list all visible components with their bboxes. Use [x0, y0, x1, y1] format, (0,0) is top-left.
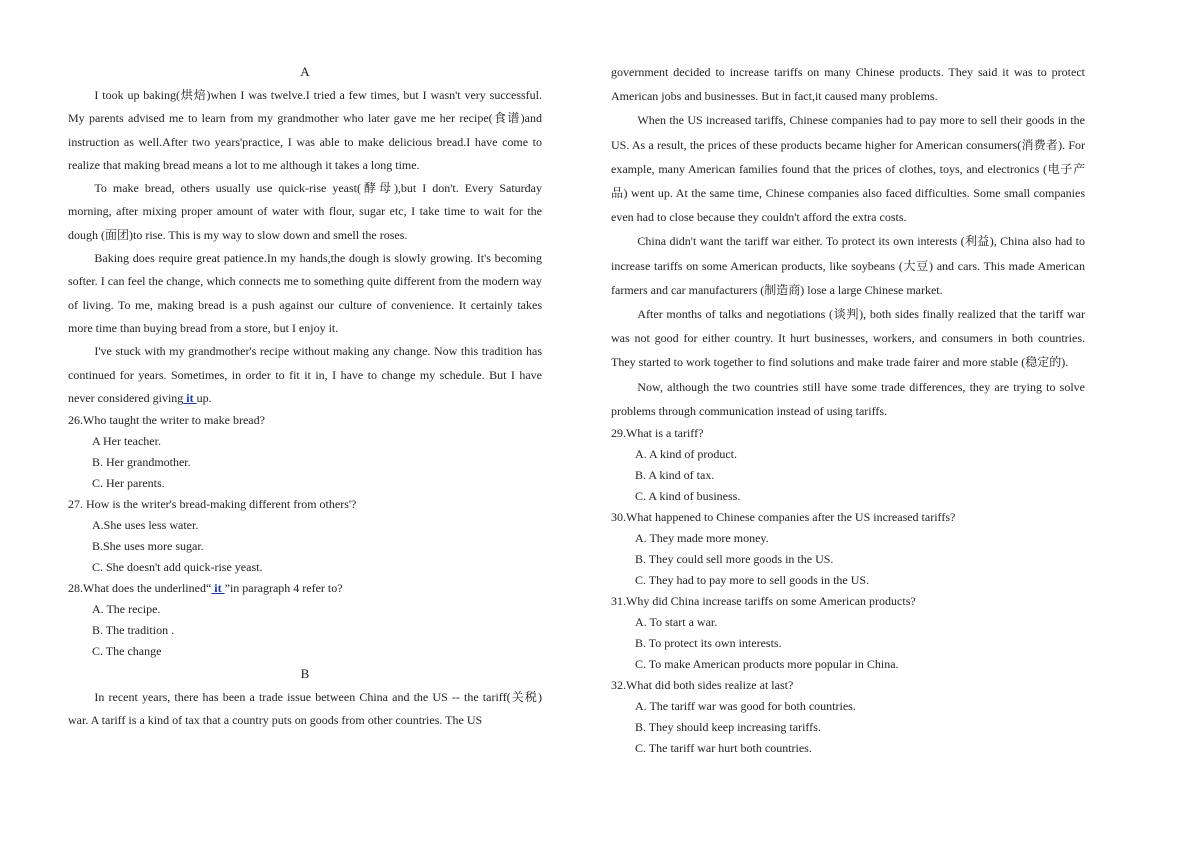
q30-option-b: B. They could sell more goods in the US.	[635, 552, 834, 567]
passage-b-paragraph-1-end: government decided to increase tariffs on many Chinese products. They said it was to protect American jobs and businesses. But in fact,it caused many problems.	[611, 65, 1085, 104]
q29-option-a: A. A kind of product.	[635, 447, 737, 462]
passage-b-paragraph-2: When the US increased tariffs, Chinese companies had to pay more to sell their goods in the US. As a result, the prices of these products became higher for American consumers(消费者). For example, many American families found that the prices of clothes, toys, and electronics (电子产品) went up. At the same time, Chinese companies also faced difficulties. Some small companies even had to close because they couldn't afford the extra costs.	[611, 113, 1085, 225]
q28-option-c: C. The change	[92, 644, 162, 659]
q27-option-b: B.She uses more sugar.	[92, 539, 204, 554]
section-a-title: A	[300, 64, 310, 79]
underlined-it: it	[183, 390, 197, 405]
passage-b-paragraph-4: After months of talks and negotiations (谈判), both sides finally realized that the tariff war was not good for either country. It hurt businesses, workers, and consumers in both countries. They started to work together to find solutions and make trade fairer and more stable (稳定的).	[611, 307, 1085, 370]
q28-text: 28.What does the underlined“	[68, 581, 212, 596]
question-32: 32.What did both sides realize at last?	[611, 678, 794, 693]
passage-a-paragraph-1: I took up baking(烘焙)when I was twelve.I tried a few times, but I wasn't very successful. My parents advised me to learn from my grandmother who later gave me her recipe(食谱)and instruction as well.After two years'practice, I was able to make delicious bread.I have come to realize that making bread means a lot to me although it takes a long time.	[68, 88, 542, 172]
question-27: 27. How is the writer's bread-making different from others'?	[68, 497, 357, 512]
q27-option-c: C. She doesn't add quick-rise yeast.	[92, 560, 263, 575]
passage-b-paragraph-3: China didn't want the tariff war either. To protect its own interests (利益), China also had to increase tariffs on some American products, like soybeans (大豆) and cars. This made American farmers and car manufacturers (制造商) lose a large Chinese market.	[611, 234, 1085, 297]
q31-option-c: C. To make American products more popular in China.	[635, 657, 899, 672]
q30-option-a: A. They made more money.	[635, 531, 769, 546]
q31-option-a: A. To start a war.	[635, 615, 718, 630]
question-31: 31.Why did China increase tariffs on some American products?	[611, 594, 916, 609]
question-28	[68, 578, 542, 599]
q32-option-b: B. They should keep increasing tariffs.	[635, 720, 821, 735]
q29-option-b: B. A kind of tax.	[635, 468, 715, 483]
q28-option-a: A. The recipe.	[92, 602, 161, 617]
right-column	[611, 60, 1085, 759]
q28-underlined-it: it	[211, 581, 225, 596]
section-b-title: B	[300, 666, 310, 682]
passage-a-paragraph-3: Baking does require great patience.In my hands,the dough is slowly growing. It's becoming softer. I can feel the change, which connects me to something quite different from the modern way of living. To me, making bread is a push against our culture of convenience. It certainly takes more time than buying bread from a store, but I enjoy it.	[68, 251, 542, 335]
q26-option-c: C. Her parents.	[92, 476, 165, 491]
question-26: 26.Who taught the writer to make bread?	[68, 413, 265, 428]
passage-a-paragraph-4	[68, 340, 542, 410]
passage-b-paragraph-1-start: In recent years, there has been a trade issue between China and the US -- the tariff(关税) war. A tariff is a kind of tax that a country puts on goods from other countries. The US	[68, 690, 542, 728]
passage-b-paragraph-5: Now, although the two countries still have some trade differences, they are trying to solve problems through communication instead of using tariffs.	[611, 379, 1085, 418]
left-column	[68, 60, 542, 733]
q26-option-a: A Her teacher.	[92, 434, 161, 449]
q28-option-b: B. The tradition .	[92, 623, 175, 638]
q31-option-b: B. To protect its own interests.	[635, 636, 782, 651]
q28-text-end: ”in paragraph 4 refer to?	[224, 581, 343, 596]
paragraph-4-text: I've stuck with my grandmother's recipe without making any change. Now this tradition has continued for years. Sometimes, in order to fit it in, I have to change my schedule. But I have never considered giving	[68, 344, 542, 405]
q30-option-c: C. They had to pay more to sell goods in the US.	[635, 573, 870, 588]
q26-option-b: B. Her grandmother.	[92, 455, 191, 470]
question-29: 29.What is a tariff?	[611, 426, 704, 441]
paragraph-4-end: up.	[196, 390, 212, 405]
q29-option-c: C. A kind of business.	[635, 489, 741, 504]
q27-option-a: A.She uses less water.	[92, 518, 199, 533]
q32-option-c: C. The tariff war hurt both countries.	[635, 741, 812, 756]
q32-option-a: A. The tariff war was good for both countries.	[635, 699, 856, 714]
passage-a-paragraph-2: To make bread, others usually use quick-rise yeast(酵母),but I don't. Every Saturday morning, after mixing proper amount of water with flour, sugar etc, I take time to wait for the dough (面团)to rise. This is my way to slow down and smell the roses.	[68, 181, 542, 242]
question-30: 30.What happened to Chinese companies after the US increased tariffs?	[611, 510, 956, 525]
